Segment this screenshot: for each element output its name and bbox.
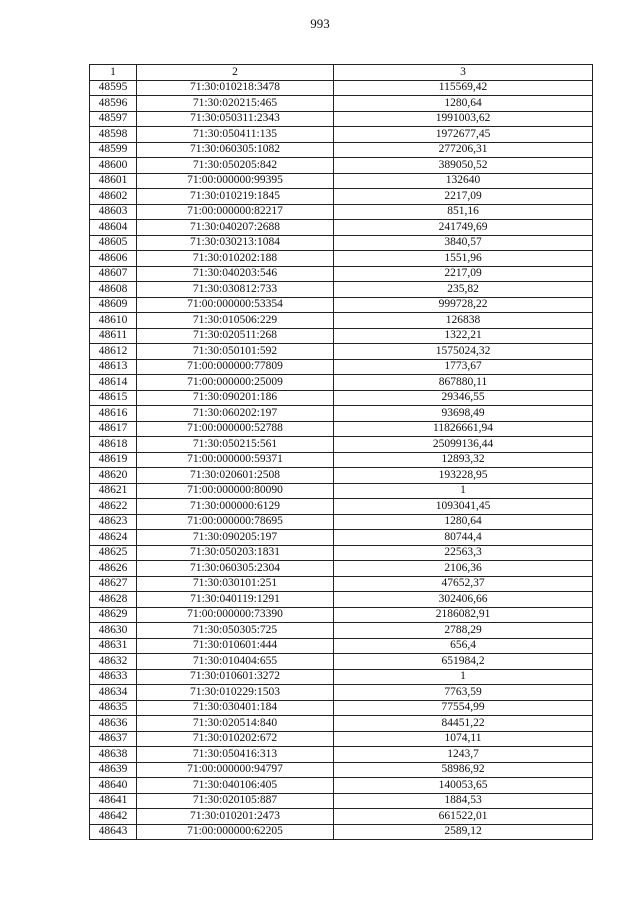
cadastral-number-cell: 71:30:050215:561: [137, 437, 334, 453]
value-cell: 29346,55: [334, 390, 593, 406]
row-number-cell: 48620: [90, 468, 137, 484]
row-number-cell: 48611: [90, 328, 137, 344]
table-row: [90, 623, 593, 639]
row-number-cell: 48599: [90, 142, 137, 158]
value-cell: 22563,3: [334, 545, 593, 561]
value-cell: 651984,2: [334, 654, 593, 670]
table-row: [90, 80, 593, 96]
value-cell: 656,4: [334, 638, 593, 654]
table-row: [90, 204, 593, 220]
table-body: [90, 80, 593, 840]
row-number-cell: 48604: [90, 220, 137, 236]
value-cell: 235,82: [334, 282, 593, 298]
table-row: [90, 700, 593, 716]
cadastral-number-cell: 71:30:060305:2304: [137, 561, 334, 577]
cadastral-number-cell: 71:30:020514:840: [137, 716, 334, 732]
cadastral-number-cell: 71:30:090201:186: [137, 390, 334, 406]
cadastral-number-cell: 71:00:000000:53354: [137, 297, 334, 313]
table-header-row: [90, 65, 593, 81]
row-number-cell: 48601: [90, 173, 137, 189]
table-row: [90, 747, 593, 763]
value-cell: 851,16: [334, 204, 593, 220]
row-number-cell: 48634: [90, 685, 137, 701]
table-row: [90, 545, 593, 561]
table-row: [90, 561, 593, 577]
value-cell: 1: [334, 669, 593, 685]
row-number-cell: 48609: [90, 297, 137, 313]
data-table: [89, 64, 593, 840]
value-cell: 1773,67: [334, 359, 593, 375]
value-cell: 1074,11: [334, 731, 593, 747]
cadastral-number-cell: 71:30:010201:2473: [137, 809, 334, 825]
row-number-cell: 48628: [90, 592, 137, 608]
row-number-cell: 48613: [90, 359, 137, 375]
value-cell: 80744,4: [334, 530, 593, 546]
table-row: [90, 824, 593, 840]
row-number-cell: 48619: [90, 452, 137, 468]
value-cell: 2217,09: [334, 189, 593, 205]
value-cell: 1243,7: [334, 747, 593, 763]
cadastral-number-cell: 71:30:010202:672: [137, 731, 334, 747]
table-row: [90, 220, 593, 236]
table-row: [90, 638, 593, 654]
row-number-cell: 48624: [90, 530, 137, 546]
cadastral-number-cell: 71:00:000000:94797: [137, 762, 334, 778]
table-row: [90, 607, 593, 623]
cadastral-number-cell: 71:30:010506:229: [137, 313, 334, 329]
row-number-cell: 48631: [90, 638, 137, 654]
cadastral-number-cell: 71:30:050101:592: [137, 344, 334, 360]
cadastral-number-cell: 71:30:050305:725: [137, 623, 334, 639]
value-cell: 115569,42: [334, 80, 593, 96]
value-cell: 1551,96: [334, 251, 593, 267]
value-cell: 1: [334, 483, 593, 499]
row-number-cell: 48602: [90, 189, 137, 205]
row-number-cell: 48605: [90, 235, 137, 251]
value-cell: 25099136,44: [334, 437, 593, 453]
row-number-cell: 48616: [90, 406, 137, 422]
table-row: [90, 390, 593, 406]
value-cell: 58986,92: [334, 762, 593, 778]
row-number-cell: 48643: [90, 824, 137, 840]
table-row: [90, 406, 593, 422]
cadastral-number-cell: 71:30:040207:2688: [137, 220, 334, 236]
row-number-cell: 48623: [90, 514, 137, 530]
row-number-cell: 48614: [90, 375, 137, 391]
value-cell: 661522,01: [334, 809, 593, 825]
cadastral-number-cell: 71:00:000000:78695: [137, 514, 334, 530]
cadastral-number-cell: 71:30:050416:313: [137, 747, 334, 763]
table-row: [90, 452, 593, 468]
table-row: [90, 421, 593, 437]
cadastral-number-cell: 71:30:010218:3478: [137, 80, 334, 96]
value-cell: 1991003,62: [334, 111, 593, 127]
cadastral-number-cell: 71:30:060202:197: [137, 406, 334, 422]
table-row: [90, 437, 593, 453]
row-number-cell: 48595: [90, 80, 137, 96]
row-number-cell: 48615: [90, 390, 137, 406]
table-row: [90, 266, 593, 282]
table-row: [90, 576, 593, 592]
table-row: [90, 344, 593, 360]
table-row: [90, 282, 593, 298]
value-cell: 867880,11: [334, 375, 593, 391]
table-row: [90, 96, 593, 112]
table-row: [90, 530, 593, 546]
cadastral-number-cell: 71:00:000000:62205: [137, 824, 334, 840]
row-number-cell: 48627: [90, 576, 137, 592]
value-cell: 1322,21: [334, 328, 593, 344]
cadastral-number-cell: 71:00:000000:82217: [137, 204, 334, 220]
value-cell: 84451,22: [334, 716, 593, 732]
cadastral-number-cell: 71:30:030213:1084: [137, 235, 334, 251]
value-cell: 140053,65: [334, 778, 593, 794]
cadastral-number-cell: 71:30:050311:2343: [137, 111, 334, 127]
cadastral-number-cell: 71:30:050203:1831: [137, 545, 334, 561]
table-row: [90, 375, 593, 391]
column-header-3: 3: [334, 65, 593, 81]
cadastral-number-cell: 71:30:030401:184: [137, 700, 334, 716]
table-row: [90, 514, 593, 530]
table-row: [90, 468, 593, 484]
value-cell: 302406,66: [334, 592, 593, 608]
value-cell: 2217,09: [334, 266, 593, 282]
table-row: [90, 297, 593, 313]
cadastral-number-cell: 71:00:000000:73390: [137, 607, 334, 623]
table-row: [90, 235, 593, 251]
value-cell: 999728,22: [334, 297, 593, 313]
row-number-cell: 48600: [90, 158, 137, 174]
cadastral-number-cell: 71:00:000000:77809: [137, 359, 334, 375]
cadastral-number-cell: 71:30:010229:1503: [137, 685, 334, 701]
value-cell: 11826661,94: [334, 421, 593, 437]
row-number-cell: 48622: [90, 499, 137, 515]
cadastral-number-cell: 71:30:040106:405: [137, 778, 334, 794]
value-cell: 2106,36: [334, 561, 593, 577]
column-header-1: 1: [90, 65, 137, 81]
table-row: [90, 731, 593, 747]
cadastral-number-cell: 71:30:010202:188: [137, 251, 334, 267]
table-row: [90, 111, 593, 127]
row-number-cell: 48639: [90, 762, 137, 778]
cadastral-number-cell: 71:30:020215:465: [137, 96, 334, 112]
row-number-cell: 48640: [90, 778, 137, 794]
column-header-2: 2: [137, 65, 334, 81]
row-number-cell: 48636: [90, 716, 137, 732]
cadastral-number-cell: 71:00:000000:25009: [137, 375, 334, 391]
table-row: [90, 142, 593, 158]
row-number-cell: 48642: [90, 809, 137, 825]
table-row: [90, 592, 593, 608]
table-row: [90, 313, 593, 329]
row-number-cell: 48633: [90, 669, 137, 685]
value-cell: 126838: [334, 313, 593, 329]
cadastral-number-cell: 71:30:010219:1845: [137, 189, 334, 205]
row-number-cell: 48603: [90, 204, 137, 220]
cadastral-number-cell: 71:30:050205:842: [137, 158, 334, 174]
value-cell: 2186082,91: [334, 607, 593, 623]
cadastral-number-cell: 71:30:000000:6129: [137, 499, 334, 515]
table-row: [90, 762, 593, 778]
table-row: [90, 654, 593, 670]
value-cell: 1280,64: [334, 96, 593, 112]
value-cell: 47652,37: [334, 576, 593, 592]
row-number-cell: 48618: [90, 437, 137, 453]
row-number-cell: 48612: [90, 344, 137, 360]
table-row: [90, 173, 593, 189]
row-number-cell: 48607: [90, 266, 137, 282]
table-row: [90, 778, 593, 794]
table-row: [90, 127, 593, 143]
value-cell: 7763,59: [334, 685, 593, 701]
row-number-cell: 48632: [90, 654, 137, 670]
value-cell: 1884,53: [334, 793, 593, 809]
table-row: [90, 669, 593, 685]
table-row: [90, 189, 593, 205]
table-row: [90, 328, 593, 344]
table-row: [90, 359, 593, 375]
row-number-cell: 48641: [90, 793, 137, 809]
cadastral-number-cell: 71:30:060305:1082: [137, 142, 334, 158]
cadastral-number-cell: 71:30:010601:444: [137, 638, 334, 654]
table-row: [90, 499, 593, 515]
row-number-cell: 48597: [90, 111, 137, 127]
value-cell: 1575024,32: [334, 344, 593, 360]
value-cell: 1972677,45: [334, 127, 593, 143]
row-number-cell: 48617: [90, 421, 137, 437]
value-cell: 193228,95: [334, 468, 593, 484]
table-row: [90, 158, 593, 174]
value-cell: 1093041,45: [334, 499, 593, 515]
value-cell: 1280,64: [334, 514, 593, 530]
row-number-cell: 48638: [90, 747, 137, 763]
value-cell: 3840,57: [334, 235, 593, 251]
cadastral-number-cell: 71:00:000000:80090: [137, 483, 334, 499]
value-cell: 389050,52: [334, 158, 593, 174]
cadastral-number-cell: 71:30:040119:1291: [137, 592, 334, 608]
value-cell: 132640: [334, 173, 593, 189]
cadastral-number-cell: 71:30:030812:733: [137, 282, 334, 298]
cadastral-number-cell: 71:00:000000:99395: [137, 173, 334, 189]
cadastral-number-cell: 71:00:000000:59371: [137, 452, 334, 468]
row-number-cell: 48598: [90, 127, 137, 143]
value-cell: 12893,32: [334, 452, 593, 468]
cadastral-number-cell: 71:00:000000:52788: [137, 421, 334, 437]
table-row: [90, 809, 593, 825]
row-number-cell: 48637: [90, 731, 137, 747]
value-cell: 2788,29: [334, 623, 593, 639]
value-cell: 93698,49: [334, 406, 593, 422]
row-number-cell: 48635: [90, 700, 137, 716]
page-number: 993: [310, 16, 330, 31]
row-number-cell: 48629: [90, 607, 137, 623]
value-cell: 277206,31: [334, 142, 593, 158]
row-number-cell: 48625: [90, 545, 137, 561]
cadastral-number-cell: 71:30:010404:655: [137, 654, 334, 670]
value-cell: 77554,99: [334, 700, 593, 716]
table-row: [90, 716, 593, 732]
cadastral-number-cell: 71:30:020105:887: [137, 793, 334, 809]
row-number-cell: 48630: [90, 623, 137, 639]
cadastral-number-cell: 71:30:010601:3272: [137, 669, 334, 685]
row-number-cell: 48610: [90, 313, 137, 329]
table-row: [90, 483, 593, 499]
row-number-cell: 48596: [90, 96, 137, 112]
cadastral-number-cell: 71:30:020511:268: [137, 328, 334, 344]
value-cell: 2589,12: [334, 824, 593, 840]
row-number-cell: 48608: [90, 282, 137, 298]
table-row: [90, 793, 593, 809]
row-number-cell: 48606: [90, 251, 137, 267]
cadastral-number-cell: 71:30:020601:2508: [137, 468, 334, 484]
row-number-cell: 48621: [90, 483, 137, 499]
row-number-cell: 48626: [90, 561, 137, 577]
cadastral-number-cell: 71:30:040203:546: [137, 266, 334, 282]
cadastral-number-cell: 71:30:090205:197: [137, 530, 334, 546]
cadastral-number-cell: 71:30:030101:251: [137, 576, 334, 592]
cadastral-number-cell: 71:30:050411:135: [137, 127, 334, 143]
table-row: [90, 251, 593, 267]
value-cell: 241749,69: [334, 220, 593, 236]
table-row: [90, 685, 593, 701]
